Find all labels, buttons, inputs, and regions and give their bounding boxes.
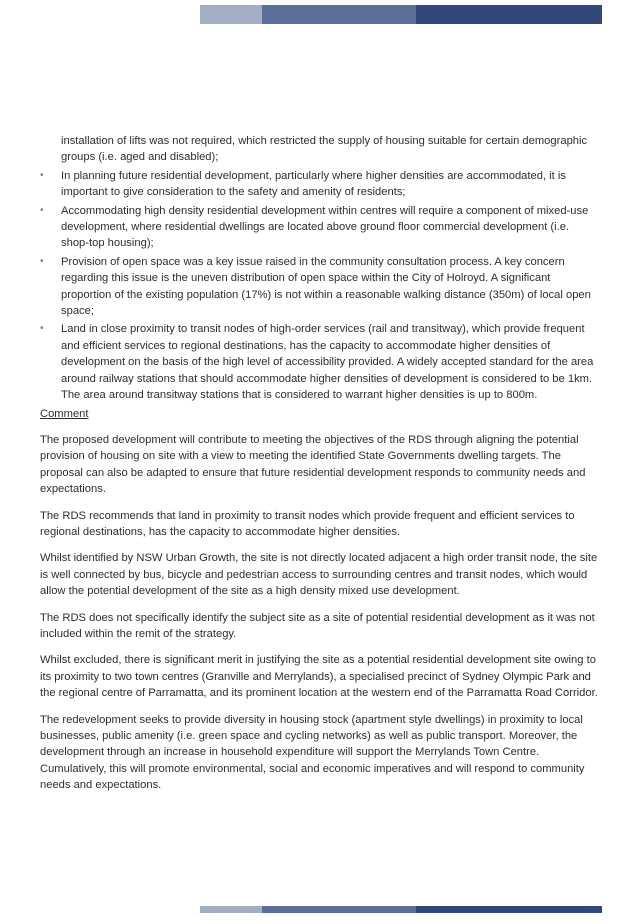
footer-bar-segment-mid (262, 906, 416, 913)
header-bar-segment-light (200, 5, 262, 24)
bullet-icon: • (40, 169, 44, 181)
header-bar-segment-dark (416, 5, 602, 24)
bullet-icon: • (40, 323, 44, 335)
bullet-text: Land in close proximity to transit nodes of high-order services (rail and transitway), which provide frequent and efficient services to regional destinations, has the capacity to accommodate higher densities of development on the basis of the high level of accessibility provided. A widely accepted standard for the area around railway stations that should accommodate higher densities of development is considered to be 1km. The area around transitway stations that is considered to warrant higher densities is up to 800m. (61, 323, 594, 402)
section-heading-comment: Comment (40, 407, 89, 420)
bullet-text: In planning future residential development, particularly where higher densities are accommodated, it is important to give consideration to the safety and amenity of residents; (61, 169, 566, 199)
bullet-text: Provision of open space was a key issue raised in the community consultation process. A key concern regarding this issue is the uneven distribution of open space within the City of Holroyd. A significant proportion of the existing population (17%) is not within a reasonable walking distance (350m) of local open space; (61, 255, 591, 318)
paragraph: Whilst identified by NSW Urban Growth, the site is not directly located adjacent a high order transit node, the site is well connected by bus, bicycle and pedestrian access to surrounding centres and transit nodes, which would allow the potential development of the site as a high density mixed use development. (40, 552, 598, 598)
footer-bar-segment-light (200, 906, 262, 913)
footer-color-bar (200, 906, 602, 913)
list-item (40, 321, 600, 403)
paragraph: The RDS recommends that land in proximity to transit nodes which provide frequent and efficient services to regional destinations, has the capacity to accommodate higher densities. (40, 509, 575, 538)
document-body (40, 133, 600, 804)
footer-bar-segment-dark (416, 906, 602, 913)
bullet-icon: • (40, 204, 44, 216)
list-item (40, 254, 600, 320)
bullet-icon: • (40, 255, 44, 267)
paragraph: Whilst excluded, there is significant merit in justifying the site as a potential residential development site owing to its proximity to two town centres (Granville and Merrylands), a specialised precinct of Sydney Olympic Park and the regional centre of Parramatta, and its prominent location at the western end of the Parramatta Road Corridor. (40, 654, 598, 700)
bullet-text: Accommodating high density residential development within centres will require a component of mixed-use development, where residential dwellings are located above ground floor commercial development (i.e. shop-top housing); (61, 204, 589, 250)
header-color-bar (200, 5, 602, 24)
paragraph: The proposed development will contribute to meeting the objectives of the RDS through aligning the potential provision of housing on site with a view to meeting the identified State Governments dwelling targets. The proposal can also be adapted to ensure that future residential development responds to community needs and expectations. (40, 433, 586, 496)
header-bar-segment-mid (262, 5, 416, 24)
list-item (40, 168, 600, 201)
paragraph: The redevelopment seeks to provide diversity in housing stock (apartment style dwellings) in proximity to local businesses, public amenity (i.e. green space and cycling networks) as well as public transport. Moreover, the development through an increase in household expenditure will support the Merrylands Town Centre. Cumulatively, this will promote environmental, social and economic imperatives and will respond to community needs and expectations. (40, 713, 585, 792)
list-item (40, 203, 600, 252)
bullet-list (40, 168, 600, 404)
paragraph: The RDS does not specifically identify the subject site as a site of potential residential development as it was not included within the remit of the strategy. (40, 611, 595, 640)
continued-bullet-text: installation of lifts was not required, which restricted the supply of housing suitable for certain demographic groups (i.e. aged and disabled); (61, 135, 588, 164)
